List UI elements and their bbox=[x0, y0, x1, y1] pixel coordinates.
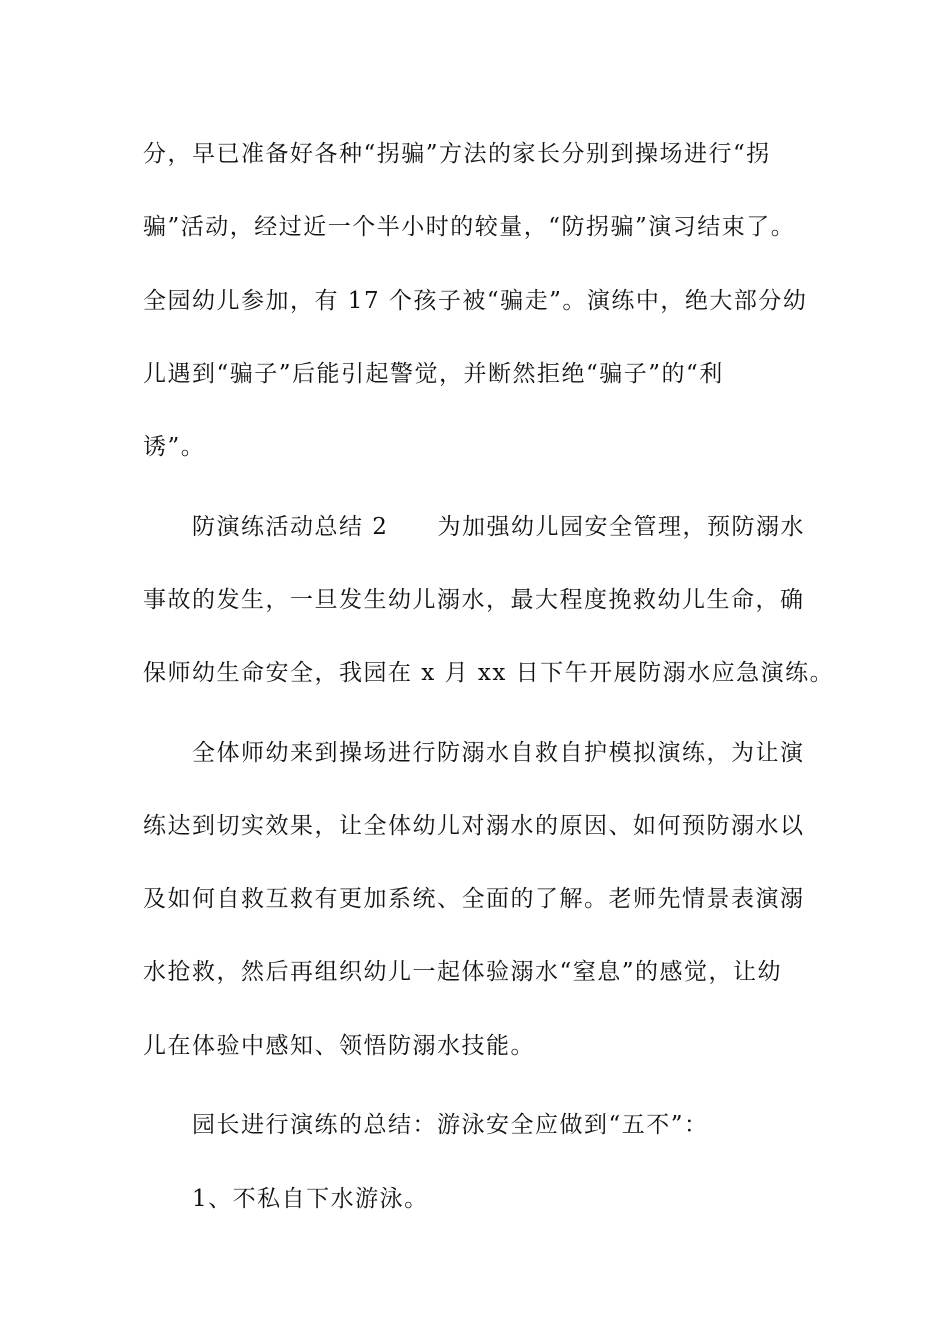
text-line: 儿遇到“骗子”后能引起警觉，并断然拒绝“骗子”的“利 bbox=[143, 361, 724, 387]
text-line: 骗”活动，经过近一个半小时的较量，“防拐骗”演习结束了。 bbox=[143, 214, 796, 240]
text-line: 及如何自救互救有更加系统、全面的了解。老师先情景表演溺 bbox=[143, 886, 805, 912]
text-line: 儿在体验中感知、领悟防溺水技能。 bbox=[143, 1033, 535, 1059]
paragraph-start-line: 园长进行演练的总结：游泳安全应做到“五不”： bbox=[192, 1112, 709, 1138]
text-line: 水抢救，然后再组织幼儿一起体验溺水“窒息”的感觉，让幼 bbox=[143, 959, 783, 985]
text-line: 保师幼生命安全，我园在 x 月 xx 日下午开展防溺水应急演练。 bbox=[143, 660, 835, 686]
text-line: 分，早已准备好各种“拐骗”方法的家长分别到操场进行“拐 bbox=[143, 141, 771, 167]
text-line: 练达到切实效果，让全体幼儿对溺水的原因、如何预防溺水以 bbox=[143, 813, 805, 839]
text-line: 事故的发生，一旦发生幼儿溺水，最大程度挽救幼儿生命，确 bbox=[143, 587, 805, 613]
list-item: 1、不私自下水游泳。 bbox=[192, 1186, 429, 1212]
text-line: 诱”。 bbox=[143, 434, 206, 460]
paragraph-start-line: 全体师幼来到操场进行防溺水自救自护模拟演练，为让演 bbox=[192, 740, 805, 766]
paragraph-start-line: 防演练活动总结 2 为加强幼儿园安全管理，预防溺水 bbox=[192, 514, 805, 540]
text-line: 全园幼儿参加，有 17 个孩子被“骗走”。演练中，绝大部分幼 bbox=[143, 288, 808, 314]
